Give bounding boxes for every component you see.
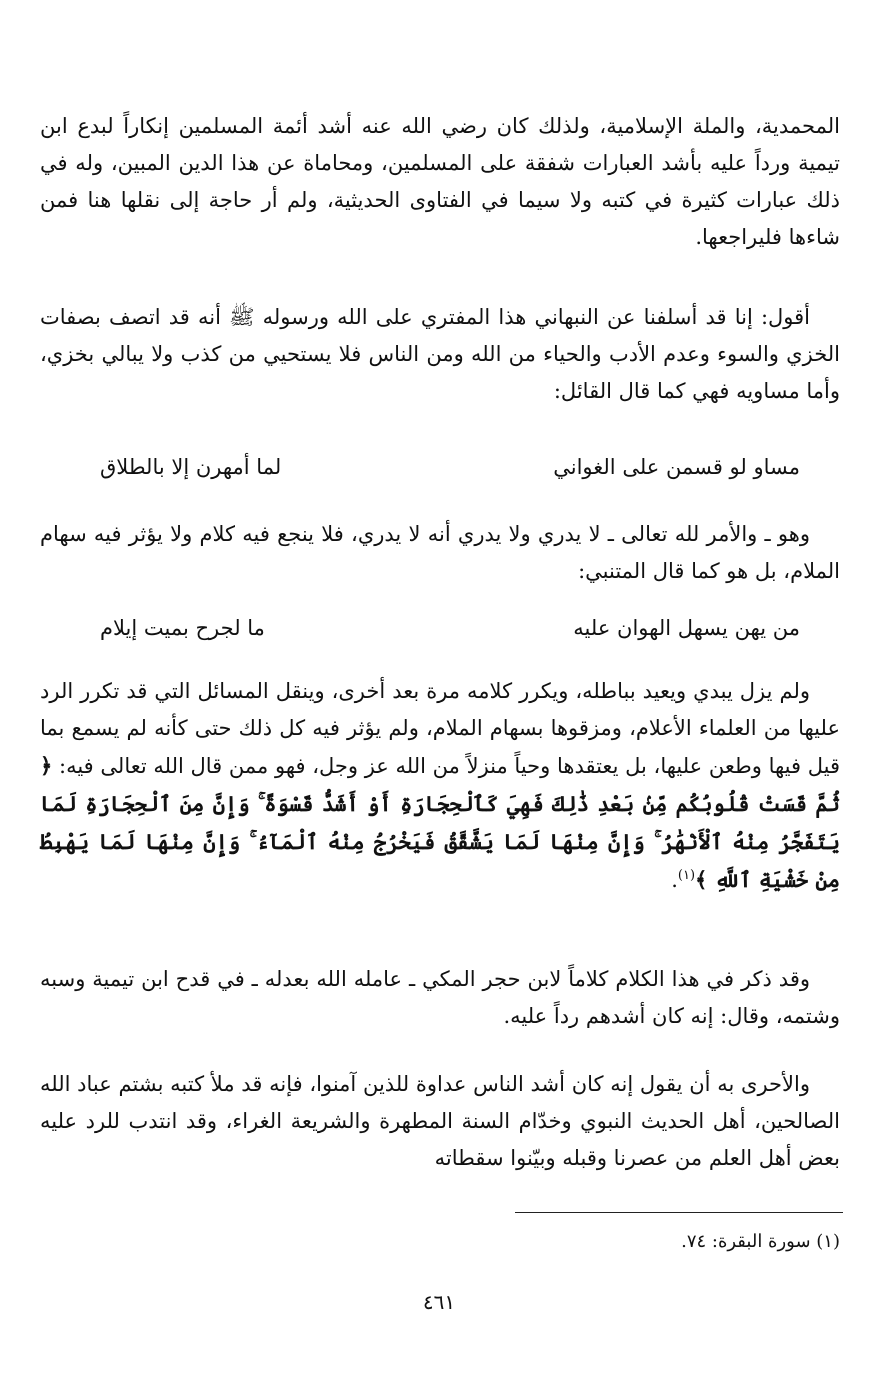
verse-1-first-hemistich: مساو لو قسمن على الغواني (553, 455, 800, 479)
poetry-verse-2 (100, 610, 800, 647)
quran-verse: ﴿ ثُمَّ قَسَتْ قُلُوبُكُم مِّنۢ بَعْدِ ذَٰلِكَ فَهِيَ كَٱلْحِجَارَةِ أَوْ أَشَدُّ قَسْوَةً ۚ وَإِنَّ مِنَ ٱلْحِجَارَةِ لَمَا يَتَفَجَّرُ مِنْهُ ٱلْأَنْهَٰرُ ۚ وَإِنَّ مِنْهَا لَمَا يَشَّقَّقُ فَيَخْرُجُ مِنْهُ ٱلْمَآءُ ۚ وَإِنَّ مِنْهَا لَمَا يَهْبِطُ مِنْ خَشْيَةِ ٱللَّهِ ﴾ (40, 753, 840, 892)
paragraph-3-text: وهو ـ والأمر لله تعالى ـ لا يدري ولا يدري أنه لا يدري، فلا ينجع فيه كلام ولا يؤثر فيه سهام الملام، بل هو كما قال المتنبي: (40, 522, 840, 583)
paragraph-4 (40, 673, 840, 899)
paragraph-2-text: أقول: إنا قد أسلفنا عن النبهاني هذا المفتري على الله ورسوله ﷺ أنه قد اتصف بصفات الخزي والسوء وعدم الأدب والحياء من الله ومن الناس فلا يستحيي من كذب ولا يبالي بخزي، وأما مساويه فهي كما قال القائل: (40, 305, 840, 403)
verse-1-second-hemistich: لما أمهرن إلا بالطلاق (100, 455, 282, 479)
quran-end-punctuation: . (671, 868, 678, 892)
footnote: (١) سورة البقرة: ٧٤. (681, 1231, 840, 1252)
paragraph-2 (40, 299, 840, 410)
poetry-verse-1 (100, 449, 800, 486)
paragraph-6-text: والأحرى به أن يقول إنه كان أشد الناس عداوة للذين آمنوا، فإنه قد ملأ كتبه بشتم عباد الله الصالحين، أهل الحديث النبوي وخدّام السنة المطهرة والشريعة الغراء، وقد انتدب للرد عليه بعض أهل العلم من عصرنا وقبله وبيّنوا سقطاته (40, 1072, 840, 1170)
paragraph-1: المحمدية، والملة الإسلامية، ولذلك كان رضي الله عنه أشد أئمة المسلمين إنكاراً لبدع ابن تيمية ورداً عليه بأشد العبارات شفقة على المسلمين، ومحاماة عن هذا الدين المبين، وله في ذلك عبارات كثيرة في كتبه ولا سيما في الفتاوى الحديثية، ولم أر حاجة إلى نقلها هنا فمن شاءها فليراجعها. (40, 114, 840, 249)
page-number: ٤٦١ (422, 1290, 456, 1314)
footnote-separator (515, 1212, 843, 1213)
paragraph-6 (40, 1066, 840, 1177)
paragraph-3 (40, 516, 840, 590)
paragraph-5-text: وقد ذكر في هذا الكلام كلاماً لابن حجر المكي ـ عامله الله بعدله ـ في قدح ابن تيمية وسبه وشتمه، وقال: إنه كان أشدهم رداً عليه. (40, 967, 840, 1028)
footnote-reference[interactable]: (١) (677, 868, 696, 883)
paragraph-4-text: ولم يزل يبدي ويعيد بباطله، ويكرر كلامه مرة بعد أخرى، وينقل المسائل التي قد تكرر الرد عليها من العلماء الأعلام، ومزقوها بسهام الملام، ولم يؤثر فيه كل ذلك حتى كأنه لم يسمع بما قيل فيها وطعن عليها، بل يعتقدها وحياً منزلاً من الله عز وجل، فهو ممن قال الله تعالى فيه: (40, 679, 840, 778)
verse-2-first-hemistich: من يهن يسهل الهوان عليه (573, 616, 800, 640)
paragraph-5 (40, 961, 840, 1035)
verse-2-second-hemistich: ما لجرح بميت إيلام (100, 616, 265, 640)
